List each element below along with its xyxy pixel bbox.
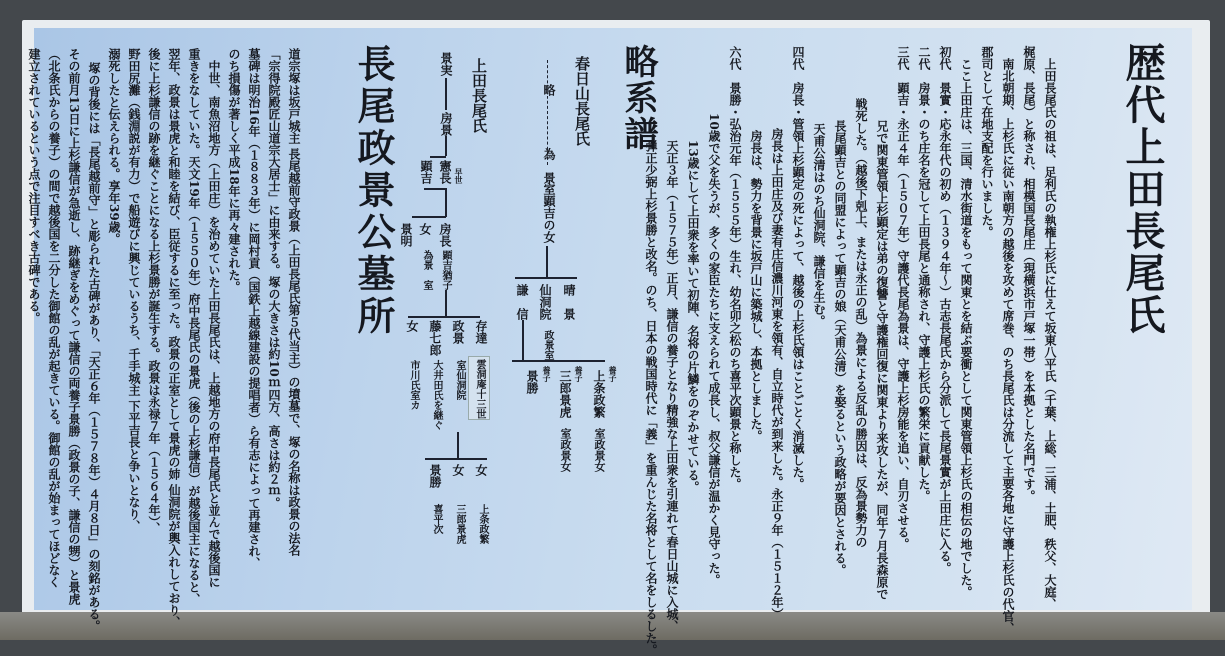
right-text-line: 六代 景勝・弘治元年（１５５５年）生れ、幼名卯之松のち喜平次顕景と称した。	[728, 46, 742, 490]
right-text-line: 上田長尾氏の祖は、足利氏の執権上杉氏に仕えて坂東八平氏（千葉、上総、三浦、土肥、秩父、大庭、	[1043, 58, 1057, 610]
omitted-label: 略	[542, 84, 556, 96]
adopted-label: 養子	[542, 366, 552, 382]
gen-fusakage: 房景	[439, 112, 453, 136]
gen-masakage-note: 室仙洞院	[454, 360, 465, 400]
gen-daughter2: 女	[405, 320, 419, 332]
gen-child-daughter2: 女	[451, 464, 465, 476]
gen-child-kagekatsu: 景勝	[428, 464, 442, 488]
right-text-line: 四代 房長・管領上杉顕定の死によって、越後の上杉氏領はことごとく消滅した。	[791, 46, 805, 490]
gen-tamekage-note: 室顕吉の女	[542, 183, 556, 243]
gen-child-daughter1-note: 上条政繁	[477, 504, 488, 544]
left-text-line: 墓碑は明治16年（１８８３年）に岡村貢（国鉄上越線建設の提唱者）ら有志によって再建され、	[247, 48, 261, 569]
gen-early-death: 早世	[454, 168, 464, 184]
gen-child-daughter2-note: 三郎景虎	[454, 504, 465, 544]
right-text-line: 房長は、勢力を背景に坂戸山に築城し、本拠としました。	[749, 130, 763, 442]
gen-fusanaga-note: 顕吉猶子	[440, 250, 451, 290]
right-text-line: 房長は上田庄及び妻有庄信濃川河東を領有、自立時代が到来した。永正９年（１５１２年）	[770, 128, 784, 620]
left-text-line: その前月13日に上杉謙信が急逝し、跡継ぎをめぐって謙信の両養子景勝（政景の子、謙信の甥）と景虎	[67, 48, 81, 605]
right-text-line: 天正３年（１５７５年）正月、謙信の養子となり精強な上田衆を引連れて春日山城に入城、	[665, 140, 679, 632]
line	[445, 290, 447, 317]
right-text-block	[640, 28, 1060, 656]
line	[408, 316, 480, 318]
gen-tohichiro-note: 大井田氏を継ぐ	[431, 360, 442, 430]
right-text-line: 郡司として在地支配を行いました。	[980, 46, 994, 238]
gen-fusanaga: 房長	[438, 223, 452, 247]
line	[445, 78, 447, 110]
line	[430, 156, 446, 158]
gen-jojo-note: 室政景女	[593, 428, 606, 472]
left-text-line: 道宗塚は坂戸城主 長尾越前守政景（上田長尾氏第５代当主）の墳墓で、塚の名称は政景の法名	[287, 48, 301, 557]
left-text-line: 重きをなしていた。天文19年（１５５０年）府中長尾氏の景虎（後の上杉謙信）が越後国主になると、	[187, 48, 201, 605]
gen-saburo-kagetora: 三郎景虎	[558, 370, 572, 418]
right-text-line: 弾正少弼上杉景勝と改名。のち、日本の戦国時代に「義」を重んじた名将として名をしるした。	[644, 140, 658, 656]
gen-sontatsu: 存達	[474, 320, 488, 344]
left-text-line: 中世、南魚沼地方（上田庄）を治めていた上田長尾氏は、上越地方の府中長尾氏と並んで越後国に	[207, 60, 221, 588]
left-text-line: 翌年、政景は景虎と和睦を結び、臣従するに至った。政景の正室として景虎の姉 仙洞院が輿入れしており、	[167, 48, 181, 629]
right-text-line: 天甫公清はのち仙洞院、謙信を生む。	[812, 123, 826, 327]
gen-sontatsu-note: 雲洞庵十三世	[474, 359, 485, 419]
gen-kagezane: 景実	[439, 52, 453, 76]
line	[445, 188, 447, 217]
line	[445, 136, 447, 156]
left-text-line: 塚の背後には「長尾越前守」と彫られた古碑があり、「天正６年（１５７８年）４月８日」の刻銘がある。	[87, 62, 101, 632]
right-text-line: 10歳で父を失うが、多くの家臣たちに支えられて成長し、叔父謙信が温かく見守った。	[707, 113, 721, 586]
right-text-line: ここ上田庄は、三国、清水街道をもって関東とを結ぶ要衝として関東管領上杉氏の相伝の地でした。	[959, 58, 973, 598]
genealogy-title: 略系譜	[618, 44, 658, 152]
right-text-line: 二代 房景・のち庄名を冠して上田長尾と通称され、守護上杉氏の繁栄に貢献した。	[917, 46, 931, 502]
adopted-label: 養子	[608, 366, 618, 382]
gen-saburo-note: 室政景女	[559, 428, 572, 472]
left-text-line: 建立されているという点で注目すべき古碑である。	[27, 48, 41, 324]
gen-masakage: 政景	[451, 320, 465, 344]
left-text-block	[24, 28, 304, 632]
left-text-line: （北条氏からの養子）の間で越後国を二分した御館の乱が起きている。御館の乱が始まってほどなく	[47, 48, 61, 588]
gen-tamekage: 為 景	[542, 148, 556, 184]
gen-daughter-note: 為景 室	[421, 250, 432, 290]
gen-sentoin-note: 政景室	[542, 330, 553, 360]
left-text-line: 溺死したと伝えられる。享年39歳。	[107, 48, 121, 245]
gen-kagekatsu: 景勝	[525, 370, 539, 394]
line	[512, 360, 605, 362]
gen-daughter: 女	[418, 223, 432, 235]
line	[522, 320, 524, 360]
line	[515, 277, 577, 279]
right-title: 歴代上田長尾氏	[1119, 42, 1166, 336]
gen-kenshin: 謙 信	[515, 284, 529, 320]
right-text-line: 初代 景實・応永年代の初め（１３９４年～）古志長尾氏から分派して長尾景實が上田庄に入る。	[938, 46, 952, 574]
gen-child-kagekatsu-note: 喜平次	[431, 504, 442, 534]
line	[546, 246, 548, 278]
line	[424, 188, 446, 190]
gen-norinaga: 憲長	[438, 160, 452, 184]
right-text-line: 戦死した。（越後下剋上、または永正の乱）為景による反乱の勝因は、反為景勢力の	[854, 98, 868, 548]
right-text-line: 南北朝期、上杉氏に従い南朝方の越後を攻めて席巻、のち長尾氏は分流して主要各地に守護上杉氏の代官、	[1001, 58, 1015, 634]
gen-kageaki: 景明	[399, 223, 413, 247]
right-text-line: 13歳にして上田衆を率いて初陣、名将の片鱗をのぞかせている。	[686, 140, 700, 493]
line	[457, 432, 459, 458]
line	[425, 458, 487, 460]
kasugayama-heading: 春日山長尾氏	[573, 56, 591, 146]
gen-child-daughter1: 女	[474, 464, 488, 476]
line	[412, 216, 446, 218]
left-title: 長尾政景公墓所	[351, 44, 396, 338]
right-text-line: 梶原、長尾）と称され、相模国長尾庄（現横浜市戸塚一帯）を本拠とした名門です。	[1022, 46, 1036, 502]
right-text-line: 兄で関東管領上杉顕定は弟の復讐と守護権回復に関東より来攻したが、同年７月長森原で	[875, 120, 889, 600]
ueda-heading: 上田長尾氏	[470, 58, 488, 133]
left-text-line: 野田尻灘（銭淵説が有力）で船遊びに興じているうち、千手城主 下平吉長と争いとなり、	[127, 48, 141, 533]
left-text-line: のち損傷が著しく平成18年に再々建された。	[227, 48, 241, 293]
adopted-label: 養子	[574, 366, 584, 382]
right-text-line: 三代 顕吉・永正４年（１５０７年）守護代長尾為景は、守護上杉房能を追い、自刃させる。	[896, 46, 910, 550]
signboard	[27, 28, 1192, 656]
right-text-line: 長尾顕吉との同盟によって顕吉の娘（天甫公清）を娶るという政略が要因とされる。	[833, 120, 847, 576]
gen-akiyoshi: 顕吉	[419, 160, 433, 184]
gen-harukage: 晴 景	[562, 284, 576, 320]
left-text-line: 「宗得院殿匠山道宗大居士」に由来する。塚の大きさは約10ｍ四方、高さは約２ｍ。	[267, 48, 281, 509]
left-text-line: 後に上杉謙信の跡を継ぐことになる上杉景勝が誕生する。政景は永禄７年（１５６４年）、	[147, 48, 161, 534]
gen-daughter2-note: 市川氏室カ	[408, 360, 419, 410]
gen-tohichiro: 藤七郎	[428, 320, 442, 356]
gen-sentoin: 仙洞院	[538, 284, 552, 320]
gen-jojo-masashige: 上条政繁	[592, 370, 606, 418]
